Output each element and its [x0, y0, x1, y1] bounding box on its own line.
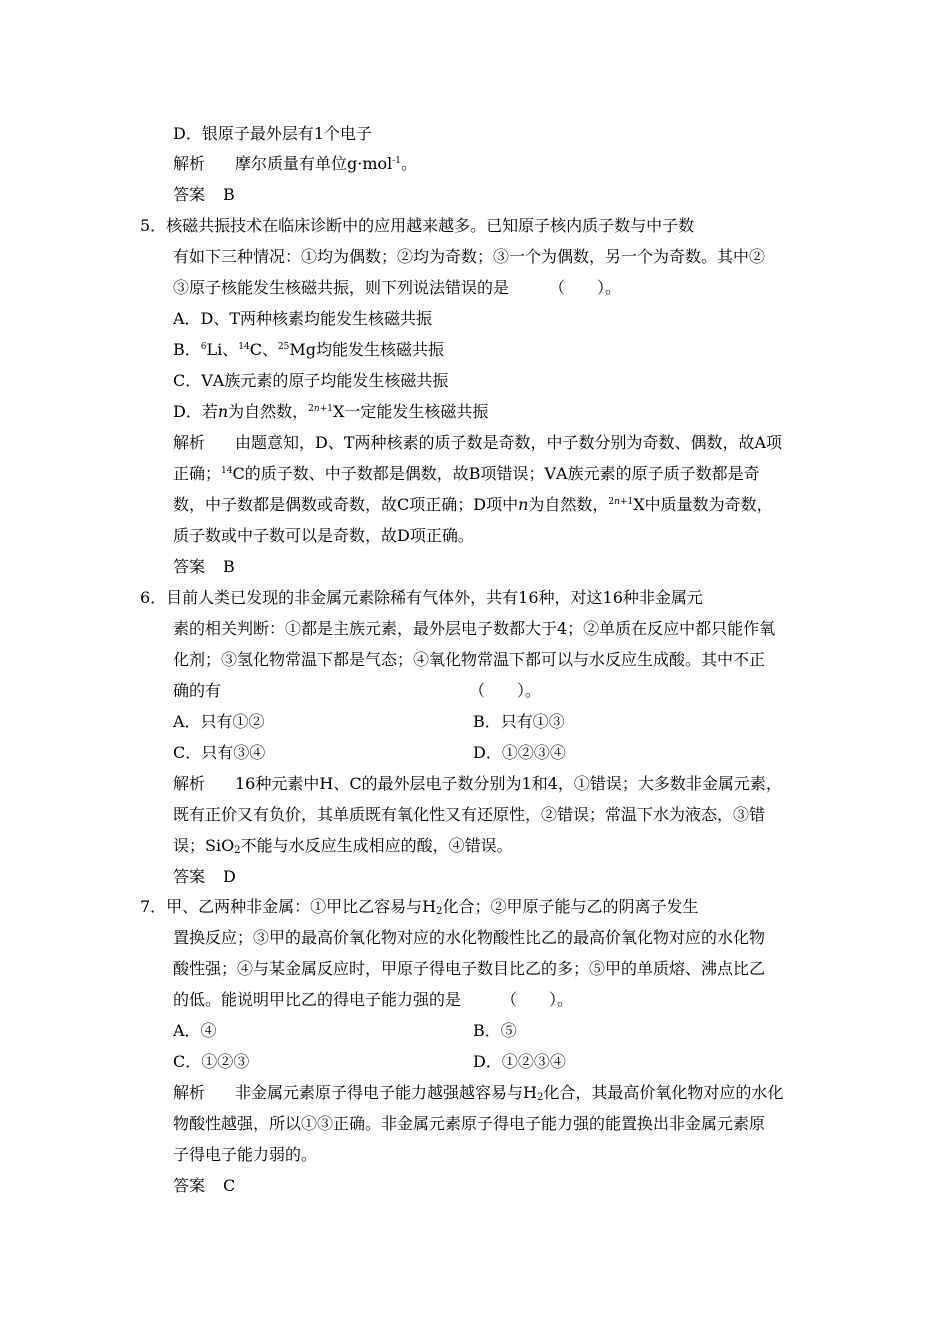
q5-stem-line-1: 5．核磁共振技术在临床诊断中的应用越来越多。已知原子核内质子数与中子数 — [140, 216, 695, 235]
answer-label: 答案 — [173, 185, 206, 204]
q5-stem-line-3: ③原子核能发生核磁共振，则下列说法错误的是 （ ）。 — [173, 278, 622, 297]
q7-stem-line-2: 置换反应；③甲的最高价氧化物对应的水化物酸性比乙的最高价氧化物对应的水化物 — [173, 928, 766, 947]
analysis-text: 由题意知，D、T两种核素的质子数是奇数，中子数分别为奇数、偶数，故A项 — [235, 433, 783, 452]
superscript: 2n+1 — [308, 404, 333, 414]
q7-analysis-line-2: 物酸性越强，所以①③正确。非金属元素原子得电子能力强的能置换出非金属元素原 — [173, 1114, 766, 1133]
variable-n: n — [217, 402, 229, 421]
q4-analysis — [173, 154, 417, 174]
q7-stem-line-1: 7．甲、乙两种非金属：①甲比乙容易与$H_2$化合；②甲原子能与乙的阴离子发生 — [140, 897, 699, 917]
q6-analysis-line-2: 既有正价又有负价，其单质既有氧化性又有还原性，②错误；常温下水为液态，③错 — [173, 805, 766, 824]
q6-analysis-line-3: 误；SiO$_2$不能与水反应生成相应的酸，④错误。 — [173, 836, 513, 856]
superscript: 14 — [221, 466, 233, 476]
analysis-label: 解析 — [173, 774, 206, 793]
q7-answer-value: C — [223, 1176, 236, 1195]
q7-stem-line-4: 的低。能说明甲比乙的得电子能力强的是 （ ）。 — [173, 990, 574, 1009]
q5-answer-value: B — [223, 557, 235, 576]
option-text: C、 — [249, 340, 278, 359]
superscript: 6 — [200, 342, 207, 352]
q6-stem-line-1: 6．目前人类已发现的非金属元素除稀有气体外，共有16种，对这16种非金属元 — [140, 588, 703, 607]
q4-analysis-text: 摩尔质量有单位g·mol — [235, 154, 393, 173]
q6-stem-line-2: 素的相关判断：①都是主族元素，最外层电子数都大于4；②单质在反应中都只能作氧 — [173, 619, 776, 638]
q7-option-a: A．④ — [173, 1021, 217, 1040]
option-text: Mg均能发生核磁共振 — [289, 340, 445, 359]
subscript: 2 — [436, 906, 443, 917]
analysis-label: 解析 — [173, 1083, 206, 1102]
q5-option-b — [173, 340, 444, 360]
q6-option-d: D．①②③④ — [473, 743, 566, 762]
option-text: Li、 — [206, 340, 239, 359]
q7-answer — [173, 1176, 235, 1196]
subscript: 2 — [234, 845, 241, 856]
q7-option-d: D．①②③④ — [473, 1052, 566, 1071]
q5-option-d — [173, 402, 488, 422]
q4-answer — [173, 185, 235, 205]
analysis-label: 解析 — [173, 433, 206, 452]
q6-stem-line-4: 确的有 （ ）。 — [173, 681, 542, 700]
q5-analysis-line-2: 正确；$^{14}$C的质子数、中子数都是偶数，故B项错误；ⅤA族元素的原子质子数都是奇 — [173, 464, 760, 483]
analysis-label: 解析 — [173, 154, 206, 173]
answer-label: 答案 — [173, 1176, 206, 1195]
q6-option-c: C．只有③④ — [173, 743, 266, 762]
q7-option-b: B．⑤ — [473, 1021, 517, 1040]
q5-option-a: A．D、T两种核素均能发生核磁共振 — [173, 309, 433, 328]
option-text: 为自然数， — [228, 402, 309, 421]
superscript: -1 — [392, 156, 402, 166]
analysis-text: 16种元素中H、C的最外层电子数分别为1和4，①错误；大多数非金属元素， — [235, 774, 782, 793]
answer-label: 答案 — [173, 867, 206, 886]
q5-analysis-line-1 — [173, 433, 782, 453]
q6-answer — [173, 867, 236, 887]
q6-stem-line-3: 化剂；③氢化物常温下都是气态；④氧化物常温下都可以与水反应生成酸。其中不正 — [173, 650, 766, 669]
q5-answer — [173, 557, 235, 577]
q5-option-c: C．ⅤA族元素的原子均能发生核磁共振 — [173, 371, 449, 390]
option-prefix: D．若 — [173, 402, 218, 421]
option-text: X一定能发生核磁共振 — [332, 402, 489, 421]
q4-option-d: D．银原子最外层有1个电子 — [173, 124, 373, 143]
q5-analysis-line-3: 数，中子数都是偶数或奇数，故C项正确；D项中n为自然数，$^{2n+1}$X中质量数为奇数， — [173, 495, 773, 514]
q6-answer-value: D — [223, 867, 236, 886]
option-prefix: B． — [173, 340, 201, 359]
variable-n: n — [518, 495, 529, 514]
superscript: 2n+1 — [608, 497, 634, 507]
subscript: 2 — [536, 1092, 544, 1103]
q4-analysis-end: 。 — [401, 154, 418, 173]
q7-option-c: C．①②③ — [173, 1052, 250, 1071]
q7-stem-line-3: 酸性强；④与某金属反应时，甲原子得电子数目比乙的多；⑤甲的单质熔、沸点比乙 — [173, 959, 766, 978]
superscript: 25 — [277, 342, 290, 352]
q5-analysis-line-4: 质子数或中子数可以是奇数，故D项正确。 — [173, 526, 474, 545]
q7-analysis-line-3: 子得电子能力弱的。 — [173, 1145, 318, 1164]
q6-option-a: A．只有①② — [173, 712, 265, 731]
q6-analysis-line-1 — [173, 774, 782, 794]
q5-stem-line-2: 有如下三种情况：①均为偶数；②均为奇数；③一个为偶数，另一个为奇数。其中② — [173, 247, 766, 266]
superscript: 14 — [238, 342, 250, 352]
q4-answer-value: B — [223, 185, 235, 204]
answer-label: 答案 — [173, 557, 206, 576]
q7-analysis-line-1: 解析 非金属元素原子得电子能力越强越容易与$H_2$化合，其最高价氧化物对应的水化 — [173, 1083, 784, 1103]
q6-option-b: B．只有①③ — [473, 712, 565, 731]
